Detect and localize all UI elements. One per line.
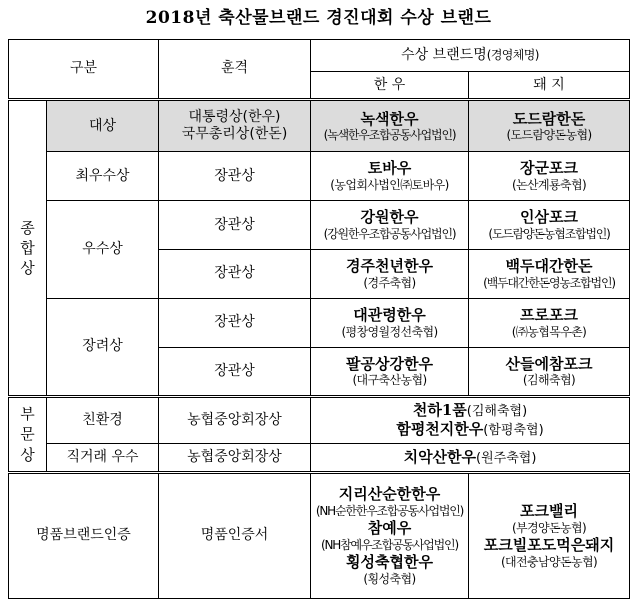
header-brand-sublabel: (경영체명)	[486, 47, 539, 62]
header-row-1	[9, 40, 630, 72]
direct-name: 치악산한우	[403, 447, 477, 466]
merit2-pork-org: (백두대간한돈영농조합법인)	[483, 276, 615, 291]
encourage2-pork	[469, 348, 630, 397]
grand-award-beef: 대통령상(한우)	[188, 108, 281, 125]
eco-category: 친환경	[47, 397, 159, 444]
excellence-beef	[311, 152, 469, 201]
merit2-beef-org: (경주축협)	[363, 276, 416, 291]
merit2-pork	[469, 250, 630, 299]
direct-category: 직거래 우수	[47, 443, 159, 472]
document-title: 2018년 축산물브랜드 경진대회 수상 브랜드	[145, 8, 492, 28]
row-direct	[9, 443, 630, 472]
eco-brands	[311, 397, 630, 444]
header-category: 구분	[9, 40, 159, 100]
merit1-award: 장관상	[159, 201, 311, 250]
merit-category: 우수상	[47, 201, 159, 299]
group-sector-label: 부문상	[20, 405, 35, 464]
eco-line1-name: 천하1품	[412, 400, 467, 419]
row-eco	[9, 397, 630, 444]
grand-award-pork: 국무총리상(한돈)	[181, 126, 288, 143]
encourage2-pork-org: (김해축협)	[522, 373, 576, 388]
header-pork: 돼 지	[469, 72, 630, 100]
merit2-pork-name: 백두대간한돈	[505, 257, 593, 276]
premium-pork	[469, 472, 630, 598]
grand-beef-name: 녹색한우	[360, 109, 419, 128]
premium-beef-1-org: (NH순한한우조합공동사업법인)	[315, 504, 464, 519]
premium-category: 명품브랜드인증	[9, 472, 159, 598]
group-general	[9, 100, 47, 397]
eco-line2-name: 함평천지한우	[396, 420, 484, 439]
award-table	[8, 39, 630, 599]
encourage1-beef-name: 대관령한우	[353, 306, 426, 325]
row-merit-1	[9, 201, 630, 250]
excellence-beef-org: (농업회사법인㈜토바우)	[330, 178, 449, 193]
header-award: 훈격	[159, 40, 311, 100]
excellence-pork-org: (논산계룡축협)	[511, 178, 587, 193]
premium-pork-1-name: 포크밸리	[520, 502, 578, 521]
excellence-beef-name: 토바우	[367, 159, 412, 178]
encourage1-pork	[469, 299, 630, 348]
premium-beef-2-name: 참예우	[367, 519, 412, 538]
merit1-pork-org: (도드람양돈농협조합법인)	[488, 227, 610, 242]
grand-pork-org: (도드람양돈농협)	[506, 128, 592, 143]
direct-award: 농협중앙회장상	[159, 443, 311, 472]
grand-award	[159, 100, 311, 152]
direct-brand	[311, 443, 630, 472]
premium-beef-3-name: 횡성축협한우	[346, 552, 433, 571]
premium-beef-2-org: (NH참예우조합공동사업법인)	[321, 537, 458, 552]
merit1-beef-org: (강원한우조합공동사업법인)	[323, 227, 456, 242]
excellence-category: 최우수상	[47, 152, 159, 201]
merit2-award: 장관상	[159, 250, 311, 299]
eco-line1-org: (김해축협)	[466, 403, 528, 419]
encourage1-pork-org: (㈜농협목우촌)	[511, 325, 587, 339]
encourage2-beef-name: 팔공상강한우	[346, 354, 433, 373]
encourage2-beef-org: (대구축산농협)	[352, 373, 427, 388]
premium-beef	[311, 472, 469, 598]
grand-beef	[311, 100, 469, 152]
encourage1-beef	[311, 299, 469, 348]
premium-pork-2-org: (대전충남양돈농협)	[500, 554, 598, 569]
encourage1-pork-name: 프로포크	[520, 306, 578, 325]
merit2-beef	[311, 250, 469, 299]
header-brand-label: 수상 브랜드명	[401, 46, 487, 63]
grand-pork	[469, 100, 630, 152]
merit1-pork-name: 인삼포크	[520, 208, 578, 227]
encourage1-beef-org: (평창영월정선축협)	[341, 325, 438, 339]
eco-award: 농협중앙회장상	[159, 397, 311, 444]
encourage-category: 장려상	[47, 299, 159, 397]
premium-award: 명품인증서	[159, 472, 311, 598]
merit2-beef-name: 경주천년한우	[346, 257, 433, 276]
encourage2-beef	[311, 348, 469, 397]
grand-pork-name: 도드람한돈	[512, 109, 586, 128]
premium-beef-3-org: (횡성축협)	[363, 571, 416, 586]
grand-beef-org: (녹색한우조합공동사업법인)	[323, 128, 456, 143]
header-beef: 한 우	[311, 72, 469, 100]
group-sector	[9, 397, 47, 473]
merit1-beef	[311, 201, 469, 250]
row-excellence	[9, 152, 630, 201]
premium-beef-1-name: 지리산순한한우	[338, 485, 441, 504]
eco-line2-org: (함평축협)	[483, 423, 544, 439]
merit1-beef-name: 강원한우	[360, 208, 419, 227]
grand-category: 대상	[47, 100, 159, 152]
encourage2-award: 장관상	[159, 348, 311, 397]
premium-pork-2-name: 포크빌포도먹은돼지	[483, 535, 615, 554]
merit1-pork	[469, 201, 630, 250]
row-encourage-1	[9, 299, 630, 348]
direct-org: (원주축협)	[476, 450, 537, 466]
row-grand	[9, 100, 630, 152]
row-premium	[9, 472, 630, 598]
header-brand-name	[311, 40, 630, 72]
excellence-pork-name: 장군포크	[520, 159, 578, 178]
premium-pork-1-org: (부경양돈농협)	[511, 520, 587, 535]
group-general-label: 종합상	[20, 218, 35, 278]
excellence-pork	[469, 152, 630, 201]
encourage2-pork-name: 산들에참포크	[505, 354, 593, 373]
excellence-award: 장관상	[159, 152, 311, 201]
encourage1-award: 장관상	[159, 299, 311, 348]
